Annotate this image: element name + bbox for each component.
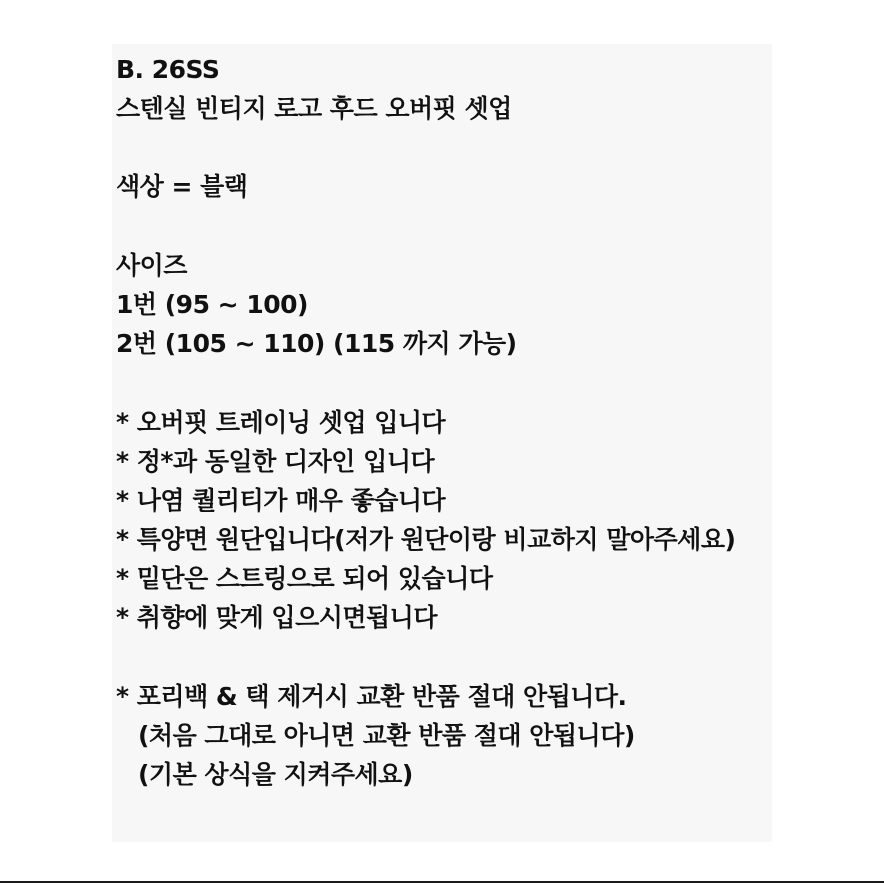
note-line: * 나염 퀄리티가 매우 좋습니다 <box>116 486 446 515</box>
size-item: 2번 (105 ~ 110) (115 까지 가능) <box>116 329 517 358</box>
policy-main: * 포리백 & 택 제거시 교환 반품 절대 안됩니다. <box>116 682 627 711</box>
note-line: * 오버핏 트레이닝 셋업 입니다 <box>116 408 446 437</box>
policy-sub-line: (처음 그대로 아니면 교환 반품 절대 안됩니다) <box>138 721 635 750</box>
policy-sub-line: (기본 상식을 지켜주세요) <box>138 760 413 789</box>
product-name: 스텐실 빈티지 로고 후드 오버핏 셋업 <box>116 94 512 123</box>
color-line: 색상 = 블랙 <box>116 172 248 201</box>
bottom-divider <box>0 881 884 883</box>
size-heading: 사이즈 <box>116 251 187 280</box>
note-line: * 밑단은 스트링으로 되어 있습니다 <box>116 564 493 593</box>
note-line: * 정*과 동일한 디자인 입니다 <box>116 447 435 476</box>
product-code: B. 26SS <box>116 55 220 84</box>
note-line: * 특양면 원단입니다(저가 원단이랑 비교하지 말아주세요) <box>116 525 736 554</box>
size-item: 1번 (95 ~ 100) <box>116 290 308 319</box>
note-line: * 취향에 맞게 입으시면됩니다 <box>116 603 437 632</box>
